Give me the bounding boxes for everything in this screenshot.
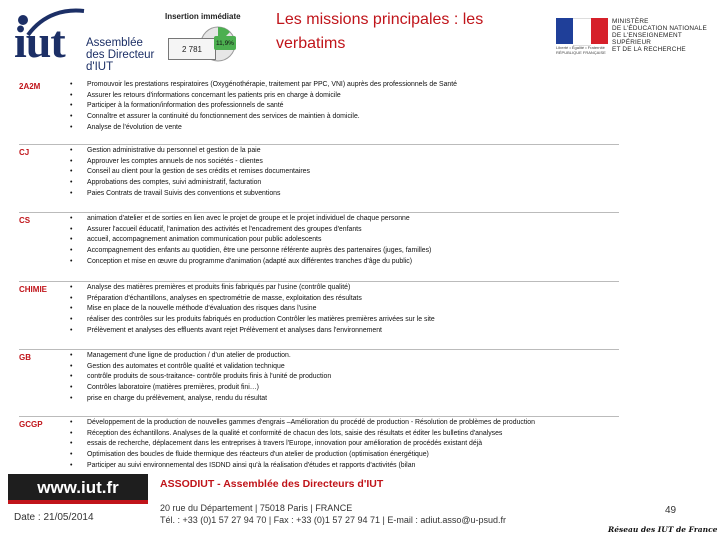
item-text: prise en charge du prélèvement, analyse, rendu du résultat (87, 394, 268, 402)
bullet-icon: • (70, 236, 73, 244)
logo-brand: iut (14, 16, 65, 67)
bullet-icon: • (70, 225, 73, 233)
footer-address (160, 502, 506, 526)
section-divider (19, 281, 619, 282)
list-item (70, 429, 610, 440)
list-item (70, 418, 610, 429)
list-item (70, 167, 610, 178)
item-text: Préparation d'échantillons, analyses en spectrométrie de masse, exploitation des résultats (87, 294, 362, 302)
bullet-icon: • (70, 384, 73, 392)
list-item (70, 112, 610, 123)
ministry-line-1: MINISTÈRE (612, 18, 649, 25)
item-text: accueil, accompagnement animation communication pour public adolescents (87, 236, 322, 244)
list-item (70, 383, 610, 394)
list-item (70, 225, 610, 236)
section-items (70, 283, 610, 337)
list-item (70, 315, 610, 326)
logo-assoc-line-1: Assemblée (86, 37, 143, 49)
bullet-icon: • (70, 305, 73, 313)
item-text: contrôle produits de sous-traitance- contrôle produits finis à l'unité de production (87, 373, 332, 381)
bullet-icon: • (70, 362, 73, 370)
bullet-icon: • (70, 123, 73, 131)
list-item (70, 351, 610, 362)
footer-association: ASSODIUT - Assemblée des Directeurs d'IUT (160, 478, 384, 490)
bullet-icon: • (70, 451, 73, 459)
section-items (70, 351, 610, 405)
section-divider (19, 144, 619, 145)
bullet-icon: • (70, 257, 73, 265)
item-text: Gestion des automates et contrôle qualité et validation technique (87, 362, 285, 370)
item-text: Prélèvement et analyses des effluents avant rejet Prélèvement et analyses dans l'environnement (87, 326, 382, 334)
item-text: Gestion administrative du personnel et gestion de la paie (87, 147, 261, 154)
section-divider (19, 416, 619, 417)
item-text: Contrôles laboratoire (matières premières, produit fini…) (87, 384, 259, 392)
logo-assoc-text (86, 37, 154, 73)
section-divider (19, 349, 619, 350)
list-item (70, 257, 610, 268)
iut-logo (10, 5, 160, 80)
list-item (70, 450, 610, 461)
french-flag-icon (556, 18, 608, 44)
bullet-icon: • (70, 189, 73, 197)
item-text: Approbations des comptes, suivi administratif, facturation (87, 179, 262, 187)
list-item (70, 189, 610, 200)
item-text: Promouvoir les prestations respiratoires (Oxygénothérapie, traitement par PPC, VNI) auprès des professionnels de Santé (87, 81, 457, 88)
list-item (70, 146, 610, 157)
logo-assoc-line-3: d'IUT (86, 61, 114, 73)
item-text: essais de recherche, déplacement dans les entreprises à travers l'Europe, innovation pour amélioration de procédés existant déjà (87, 440, 483, 448)
section-label: 2A2M (19, 82, 41, 91)
list-item (70, 157, 610, 168)
bullet-icon: • (70, 179, 73, 187)
section-label: CS (19, 216, 31, 225)
bullet-icon: • (70, 91, 73, 99)
insertion-label: Insertion immédiate (165, 12, 241, 21)
bullet-icon: • (70, 247, 73, 255)
list-item (70, 283, 610, 294)
ministry-line-2: DE L'ÉDUCATION NATIONALE (612, 25, 707, 32)
bullet-icon: • (70, 326, 73, 334)
bullet-icon: • (70, 429, 73, 437)
ministry-logo (556, 18, 716, 55)
bullet-icon: • (70, 284, 73, 291)
item-text: Conseil au client pour la gestion de ses crédits et remises documentaires (87, 168, 310, 176)
bullet-icon: • (70, 168, 73, 176)
item-text: Assurer les retours d'informations concernant les patients pris en charge à domicile (87, 91, 341, 99)
website-accent-bar (8, 500, 148, 504)
bullet-icon: • (70, 352, 73, 359)
list-item (70, 304, 610, 315)
bullet-icon: • (70, 157, 73, 165)
bullet-icon: • (70, 215, 73, 222)
item-text: Développement de la production de nouvelles gammes d'engrais –Amélioration du procédé de production - Résolution de problèmes de production (87, 419, 535, 426)
ministry-line-3: DE L'ENSEIGNEMENT SUPÉRIEUR (612, 32, 682, 46)
section-label: GCGP (19, 420, 43, 429)
section-label: CJ (19, 148, 30, 157)
section-items (70, 146, 610, 200)
list-item (70, 235, 610, 246)
website-link[interactable]: www.iut.fr (8, 474, 148, 502)
item-text: Management d'une ligne de production / d'un atelier de production. (87, 352, 291, 359)
item-text: Assurer l'accueil éducatif, l'animation des activités et l'encadrement des groupes d'enfants (87, 225, 362, 233)
bullet-icon: • (70, 373, 73, 381)
item-text: Connaître et assurer la continuité du fonctionnement des services de maintien à domicile. (87, 113, 360, 121)
bullet-icon: • (70, 102, 73, 110)
item-text: animation d'atelier et de sorties en lien avec le projet de groupe et le projet individuel de chaque personne (87, 215, 410, 222)
section-label: CHIMIE (19, 285, 47, 294)
insertion-percent: 11,9% (214, 36, 236, 50)
list-item (70, 91, 610, 102)
footer-address-line: 20 rue du Département | 75018 Paris | FRANCE (160, 503, 353, 513)
date-label: Date : 21/05/2014 (14, 512, 94, 523)
item-text: Accompagnement des enfants au quotidien, être une personne référente auprès des partenaires (juges, familles) (87, 247, 432, 255)
bullet-icon: • (70, 440, 73, 448)
item-text: Analyse des matières premières et produits finis fabriqués par l'usine (contrôle qualité) (87, 284, 351, 291)
bullet-icon: • (70, 147, 73, 154)
list-item (70, 439, 610, 450)
list-item (70, 394, 610, 405)
network-signature: Réseau des IUT de France (608, 525, 718, 534)
slide-title: Les missions principales : les verbatims (276, 11, 484, 52)
flag-caption: Liberté • Égalité • Fraternité RÉPUBLIQUE FRANÇAISE (556, 45, 606, 55)
list-item (70, 246, 610, 257)
insertion-count: 2 781 (168, 38, 216, 60)
section-items (70, 418, 610, 472)
bullet-icon: • (70, 81, 73, 88)
list-item (70, 214, 610, 225)
section-items (70, 80, 610, 134)
item-text: Participer à la formation/information des professionnels de santé (87, 102, 284, 110)
item-text: Analyse de l'évolution de vente (87, 123, 182, 131)
list-item (70, 123, 610, 134)
item-text: Conception et mise en œuvre du programme d'animation (adapté aux différentes tranches d'âge du public) (87, 257, 413, 265)
bullet-icon: • (70, 419, 73, 426)
bullet-icon: • (70, 461, 73, 469)
item-text: Paies Contrats de travail Suivis des conventions et subventions (87, 189, 281, 197)
section-label: GB (19, 353, 31, 362)
list-item (70, 101, 610, 112)
logo-assoc-line-2: des Directeur (86, 49, 155, 61)
section-divider (19, 212, 619, 213)
footer-contact-line: Tél. : +33 (0)1 57 27 94 70 | Fax : +33 (0)1 57 27 94 71 | E-mail : adiut.asso@u-psud.fr (160, 515, 507, 525)
ministry-line-4: ET DE LA RECHERCHE (612, 46, 686, 53)
section-items (70, 214, 610, 268)
ministry-text (612, 18, 716, 53)
item-text: réaliser des contrôles sur les produits fabriqués en production Contrôler les matières premières arrivées sur le site (87, 316, 435, 324)
item-text: Mise en place de la nouvelle méthode d'évaluation des risques dans l'usine (87, 305, 317, 313)
list-item (70, 80, 610, 91)
list-item (70, 294, 610, 305)
bullet-icon: • (70, 294, 73, 302)
item-text: Approuver les comptes annuels de nos sociétés - clientes (87, 157, 263, 165)
list-item (70, 178, 610, 189)
item-text: Participer au suivi environnemental des ISDND ainsi qu'à la réalisation d'études et rapports d'activités (bilan (87, 461, 416, 469)
bullet-icon: • (70, 316, 73, 324)
bullet-icon: • (70, 113, 73, 121)
list-item (70, 326, 610, 337)
bullet-icon: • (70, 394, 73, 402)
list-item (70, 461, 610, 472)
item-text: Optimisation des boucles de fluide thermique des réacteurs d'un atelier de production (optimisation énergétique) (87, 451, 429, 459)
list-item (70, 362, 610, 373)
list-item (70, 372, 610, 383)
page-number: 49 (665, 505, 677, 516)
item-text: Réception des échantillons. Analyses de la qualité et conformité de chacun des lots, saisie des résultats et éditer les bulletins d'analyses (87, 429, 503, 437)
